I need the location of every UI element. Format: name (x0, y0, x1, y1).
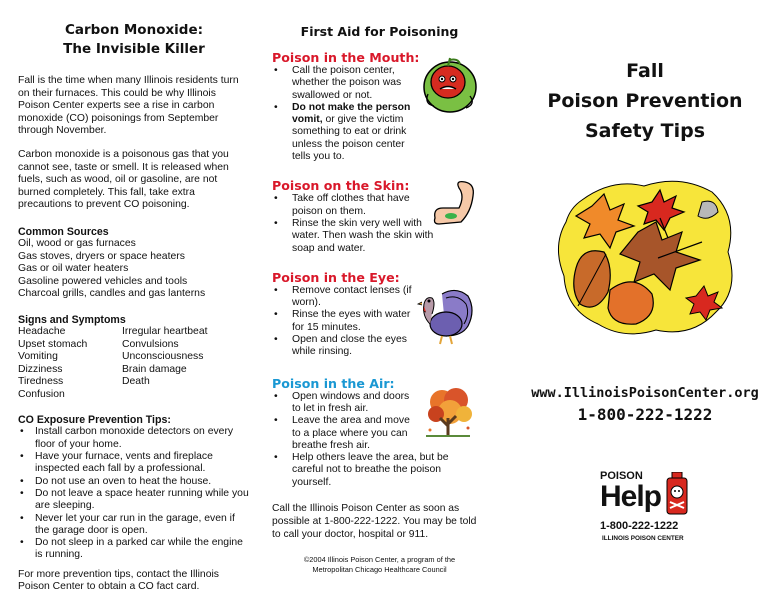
list-item: • Rinse the eyes with water for 15 minutes. (272, 309, 422, 334)
eye-heading: Poison in the Eye: (272, 269, 400, 285)
symptom-item: Irregular heartbeat (122, 325, 208, 337)
eye-section (272, 270, 487, 359)
symptom-item: Headache (18, 325, 66, 337)
list-item: • Take off clothes that have poison on them. (272, 193, 437, 218)
cover-title: Fall Poison Prevention Safety Tips (547, 60, 743, 142)
co-intro-paragraph: Carbon monoxide is a poisonous gas that you cannot see, taste or smell. It is released when fuels, such as wood, oil or gasoline, are not burned completely. This fall, take extra precautions to prevent CO poisoning. (18, 148, 229, 211)
air-section (272, 376, 487, 489)
co-closing-note: For more prevention tips, contact the Illinois Poison Center to obtain a CO fact card. (18, 568, 219, 593)
cover-panel: Fall Poison Prevention Safety Tips www.IllinoisPoisonCenter.org 1-800-222-1222 POISON Help 1-800-222-1222 ILLINOIS POISON CENTER (520, 0, 770, 600)
co-intro-paragraph: Fall is the time when many Illinois residents turn on their furnaces. This could be why Illinois Poison Center experts see a rise in carbon monoxide (CO) poisonings from September through November. (18, 75, 239, 137)
list-item: Gas stoves, dryers or space heaters (18, 250, 185, 262)
list-item: • Open windows and doors to let in fresh air. (272, 391, 417, 416)
angry-apple-icon (420, 56, 480, 114)
prevention-heading: CO Exposure Prevention Tips: (18, 414, 171, 427)
list-item: • Never let your car run in the garage, even if the garage door is open. (18, 513, 250, 538)
symptom-item: Confusion (18, 388, 65, 400)
list-item: Gasoline powered vehicles and tools (18, 275, 188, 287)
list-item: • Leave the area and move to a place where you can breathe fresh air. (272, 415, 417, 452)
list-item: • Call the poison center, whether the poison was swallowed or not. (272, 65, 422, 102)
copyright: ©2004 Illinois Poison Center, a program of the Metropolitan Chicago Healthcare Council (303, 555, 456, 574)
list-item: • Help others leave the area, but be careful not to breathe the poison yourself. (272, 452, 477, 489)
first-aid-panel (272, 0, 487, 600)
mouth-section (272, 50, 487, 163)
common-sources-heading: Common Sources (18, 225, 109, 238)
list-item: Gas or oil water heaters (18, 263, 129, 275)
arm-rash-icon (425, 178, 483, 230)
skull-bottle-icon (664, 472, 690, 516)
list-item: • Rinse the skin very well with water. Then wash the skin with soap and water. (272, 218, 437, 255)
symptom-item: Upset stomach (18, 338, 88, 350)
fall-leaves-icon (552, 172, 740, 340)
common-sources-section (18, 226, 250, 301)
list-item: • Open and close the eyes while rinsing. (272, 334, 422, 359)
first-aid-closing: Call the Illinois Poison Center as soon as possible at 1-800-222-1222. You may be told to call your doctor, hospital or 911. (272, 503, 477, 540)
air-heading: Poison in the Air: (272, 375, 395, 391)
list-item: • Do not leave a space heater running while you are sleeping. (18, 488, 250, 513)
co-panel (18, 0, 250, 600)
phone-number[interactable]: 1-800-222-1222 (577, 405, 713, 424)
symptoms-heading: Signs and Symptoms (18, 313, 126, 326)
symptom-item: Brain damage (122, 363, 187, 375)
skin-section (272, 178, 487, 254)
list-item: • Do not use an oven to heat the house. (18, 476, 250, 488)
symptoms-section (18, 314, 250, 402)
list-item: • Do not make the person vomit, or give the victim something to eat or drink unless the poison center tells you to. (272, 102, 422, 163)
symptom-item: Convulsions (122, 338, 179, 350)
list-item: • Remove contact lenses (if worn). (272, 285, 422, 310)
list-item: • Install carbon monoxide detectors on every floor of your home. (18, 426, 250, 451)
list-item: Oil, wood or gas furnaces (18, 237, 136, 249)
co-title: Carbon Monoxide: The Invisible Killer (63, 22, 205, 57)
symptom-item: Unconsciousness (122, 351, 204, 363)
skin-heading: Poison on the Skin: (272, 178, 410, 194)
website-link[interactable]: www.IllinoisPoisonCenter.org (531, 385, 759, 401)
symptom-item: Vomiting (18, 351, 58, 363)
turkey-icon (412, 286, 476, 346)
autumn-tree-icon (420, 384, 476, 442)
list-item: • Have your furnace, vents and fireplace inspected each fall by a professional. (18, 451, 250, 476)
mouth-heading: Poison in the Mouth: (272, 50, 420, 65)
symptom-item: Tiredness (18, 376, 64, 388)
prevention-section (18, 414, 250, 561)
first-aid-title: First Aid for Poisoning (300, 24, 459, 39)
list-item: • Do not sleep in a parked car while the engine is running. (18, 537, 250, 562)
symptom-item: Death (122, 376, 150, 388)
list-item: Charcoal grills, candles and gas lanterns (18, 288, 206, 300)
symptom-item: Dizziness (18, 363, 63, 375)
